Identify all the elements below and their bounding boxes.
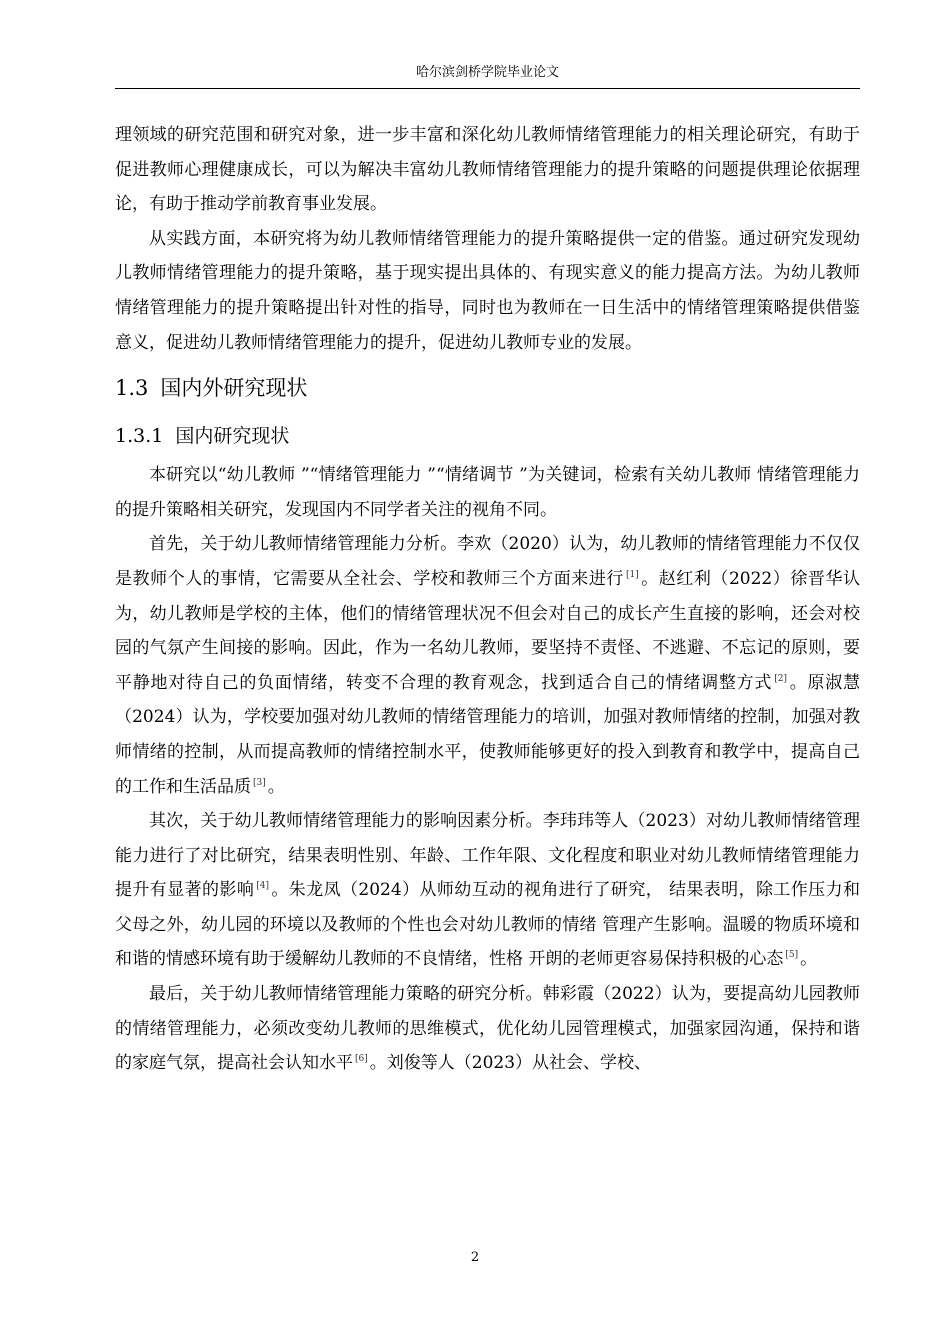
text-run: 。刘俊等人（2023）从社会、学校、 [369,1053,652,1074]
text-run: 。原淑慧（2024）认为，学校要加强对幼儿教师的情绪管理能力的培训，加强对教师情绪的控制，加强对教师情绪的控制，从而提高教师的情绪控制水平，使教师能够更好的投入到教育和教学中，提高自己的工作和生活品质 [115,672,861,797]
page-number: 2 [470,1250,480,1265]
section-title: 国内外研究现状 [160,376,308,401]
citation-ref-6[interactable]: [6] [355,1054,368,1065]
text-run: 。 [800,949,818,970]
paragraph-factor-analysis [115,804,860,977]
paragraph-practice-significance: 从实践方面，本研究将为幼儿教师情绪管理能力的提升策略提供一定的借鉴。通过研究发现幼儿教师情绪管理能力的提升策略，基于现实提出具体的、有现实意义的能力提高方法。为幼儿教师情绪管理能力的提升策略提出针对性的指导，同时也为教师在一日生活中的情绪管理策略提供借鉴意义，促进幼儿教师情绪管理能力的提升，促进幼儿教师专业的发展。 [115,228,860,353]
paragraph-ability-analysis [115,527,860,804]
running-header: 哈尔滨剑桥学院毕业论文 [415,65,559,80]
text-run: 首先，关于幼儿教师情绪管理能力分析。李欢（2020）认为，幼儿教师的情绪管理能力不仅仅是教师个人的事情，它需要从全社会、学校和教师三个方面来进行 [115,534,860,589]
citation-ref-2[interactable]: [2] [774,673,787,684]
text-run: 。 [267,776,285,797]
subsection-number: 1.3.1 [115,425,164,448]
citation-ref-1[interactable]: [1] [625,569,639,580]
document-body [115,118,860,1081]
citation-ref-3[interactable]: [3] [253,777,266,788]
text-run: 。朱龙凤（2024）从师幼互动的视角进行了研究， 结果表明，除工作压力和父母之外，幼儿园的环境以及教师的个性也会对幼儿教师的情绪 管理产生影响。温暖的物质环境和和谐的情感环境有助于缓解幼儿教师的不良情绪，性格 开朗的老师更容易保持积极的心态 [115,880,860,970]
paragraph-strategy-analysis [115,977,860,1081]
text-run: 。赵红利（2022）徐晋华认为，幼儿教师是学校的主体，他们的情绪管理状况不但会对自己的成长产生直接的影响，还会对校园的气氛产生间接的影响。因此，作为一名幼儿教师，要坚持不责怪、不逃避、不忘记的原则，要平静地对待自己的负面情绪，转变不合理的教育观念，找到适合自己的情绪调整方式 [115,568,860,693]
citation-ref-5[interactable]: [5] [785,950,799,961]
text-run: 最后，关于幼儿教师情绪管理能力策略的研究分析。韩彩霞（2022）认为，要提高幼儿园教师的情绪管理能力，必须改变幼儿教师的思维模式，优化幼儿园管理模式，加强家园沟通，保持和谐的家庭气氛，提高社会认知水平 [115,984,860,1074]
text-run: 其次，关于幼儿教师情绪管理能力的影响因素分析。李玮玮等人（2023）对幼儿教师情绪管理能力进行了对比研究，结果表明性别、年龄、工作年限、文化程度和职业对幼儿教师情绪管理能力提升有显著的影响 [115,811,860,901]
subsection-title: 国内研究现状 [175,425,290,448]
citation-ref-4[interactable]: [4] [256,881,269,892]
header-divider [115,88,860,89]
section-number: 1.3 [115,376,149,401]
paragraph-theory-significance: 理领域的研究范围和研究对象，进一步丰富和深化幼儿教师情绪管理能力的相关理论研究，有助于促进教师心理健康成长，可以为解决丰富幼儿教师情绪管理能力的提升策略的问题提供理论依据理论，有助于推动学前教育事业发展。 [115,125,860,215]
section-heading [115,366,860,410]
paragraph-keywords: 本研究以“幼儿教师 ”“情绪管理能力 ”“情绪调节 ”为关键词，检索有关幼儿教师 情绪管理能力的提升策略相关研究，发现国内不同学者关注的视角不同。 [115,465,860,520]
subsection-heading [115,416,860,456]
